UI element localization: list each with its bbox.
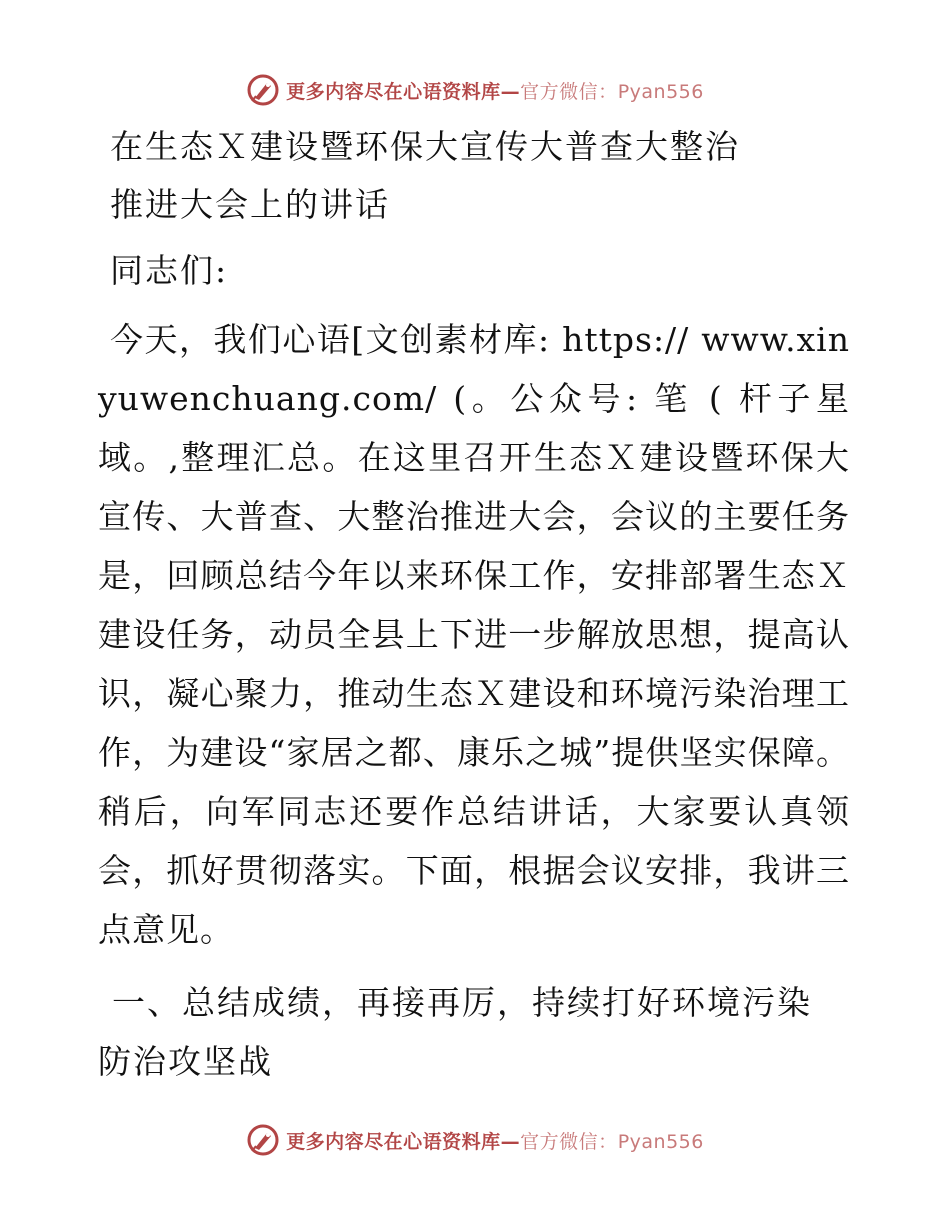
document-title-line-2: 推进大会上的讲话 [110,185,390,224]
watermark-label: 官方微信： [520,1130,618,1153]
watermark-label: 官方微信： [520,80,618,103]
watermark-account: Pyan556 [617,1130,704,1153]
pen-nib-circle-icon [246,1123,280,1157]
watermark-banner-bottom [0,1120,950,1160]
watermark-text [286,1127,704,1154]
document-title-line-1: 在生态Ｘ建设暨环保大宣传大普查大整治 [110,127,740,166]
watermark-text [286,77,704,104]
salutation: 同志们: [110,251,229,290]
watermark-account: Pyan556 [617,80,704,103]
document-body [98,118,850,1091]
intro-paragraph: 今天，我们心语[文创素材库: https:// www.xinyuwenchuang.com/ (。公众号: 笔 ( 杆子星域。,整理汇总。在这里召开生态Ｘ建设暨环保大宣传、大普查、大整治推进大会，会议的主要任务是，回顾总结今年以来环保工作，安排部署生态Ｘ建设任务，动员全县上下进一步解放思想，提高认识，凝心聚力，推动生态Ｘ建设和环境污染治理工作，为建设“家居之都、康乐之城”提供坚实保障。稍后，向军同志还要作总结讲话，大家要认真领会，抓好贯彻落实。下面，根据会议安排，我讲三点意见。 [98,320,850,949]
watermark-banner-top [0,70,950,110]
pen-nib-circle-icon [246,73,280,107]
watermark-prefix: 更多内容尽在心语资料库— [286,1130,521,1153]
section-1-heading: 一、总结成绩，再接再厉，持续打好环境污染防治攻坚战 [98,983,812,1081]
watermark-prefix: 更多内容尽在心语资料库— [286,80,521,103]
